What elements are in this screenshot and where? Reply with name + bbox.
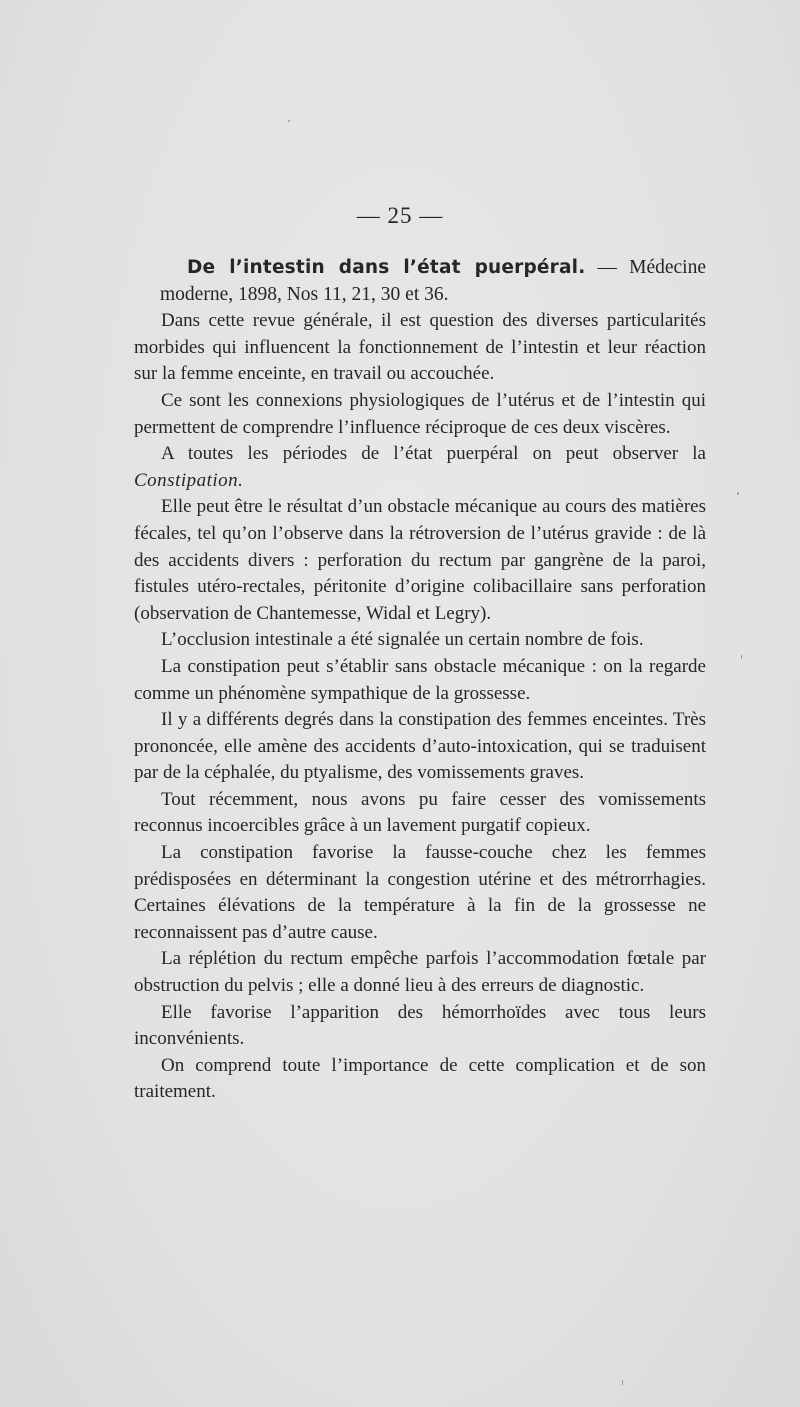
paragraph-6: La constipation peut s’établir sans obstacle mécanique : on la regarde comme un phénomène sympathique de la grossesse. — [134, 655, 706, 704]
heading-source: — Médecine moderne, 1898, Nos 11, 21, 30 et 36. — [160, 257, 706, 305]
paragraph-2: Ce sont les connexions physiologiques de l’utérus et de l’intestin qui permettent de comprendre l’influence réciproque de ces deux viscères. — [134, 389, 706, 438]
paragraph-12: On comprend toute l’importance de cette complication et de son traitement. — [134, 1054, 706, 1103]
article-body — [134, 255, 706, 1106]
paragraph-7: Il y a différents degrés dans la constipation des femmes enceintes. Très prononcée, elle amène des accidents d’auto-intoxication, qui se traduisent par de la céphalée, du ptyalisme, des vomissements graves. — [134, 709, 706, 784]
italic-term-constipation: Constipation. — [134, 469, 244, 491]
paragraph-9: La constipation favorise la fausse-couche chez les femmes prédisposées en déterminant la congestion utérine et des métrorrhagies. Certaines élévations de la température à la fin de la grossesse ne reconnaissent pas d’autre cause. — [134, 842, 706, 943]
scan-speck — [622, 1380, 623, 1385]
paragraph-1: Dans cette revue générale, il est question des diverses particularités morbides qui influencent la fonctionnement de l’intestin et leur réaction sur la femme enceinte, en travail ou accouchée. — [134, 310, 706, 385]
paragraph-11: Elle favorise l’apparition des hémorrhoïdes avec tous leurs inconvénients. — [134, 1001, 706, 1050]
scan-speck — [737, 492, 739, 495]
paragraph-3-text: A toutes les périodes de l’état puerpéral on peut observer la — [161, 443, 706, 465]
paragraph-4: Elle peut être le résultat d’un obstacle mécanique au cours des matières fécales, tel qu’on l’observe dans la rétroversion de l’utérus gravide : de là des accidents divers : perforation du rectum par gangrène de la paroi, fistules utéro-rectales, péritonite d’origine colibacillaire sans perforation (observation de Chantemesse, Widal et Legry). — [134, 496, 706, 624]
paragraph-5: L’occlusion intestinale a été signalée un certain nombre de fois. — [161, 629, 644, 651]
paragraph-8: Tout récemment, nous avons pu faire cesser des vomissements reconnus incoercibles grâce à un lavement purgatif copieux. — [134, 788, 706, 837]
article-heading — [134, 255, 706, 308]
scan-speck — [288, 120, 290, 122]
scan-speck — [741, 655, 742, 659]
page-number: — 25 — — [356, 203, 444, 228]
paragraph-10: La réplétion du rectum empêche parfois l’accommodation fœtale par obstruction du pelvis ; elle a donné lieu à des erreurs de diagnostic. — [134, 948, 706, 997]
heading-title: De l’intestin dans l’état puerpéral. — [187, 257, 586, 278]
paragraph-3 — [134, 441, 706, 494]
